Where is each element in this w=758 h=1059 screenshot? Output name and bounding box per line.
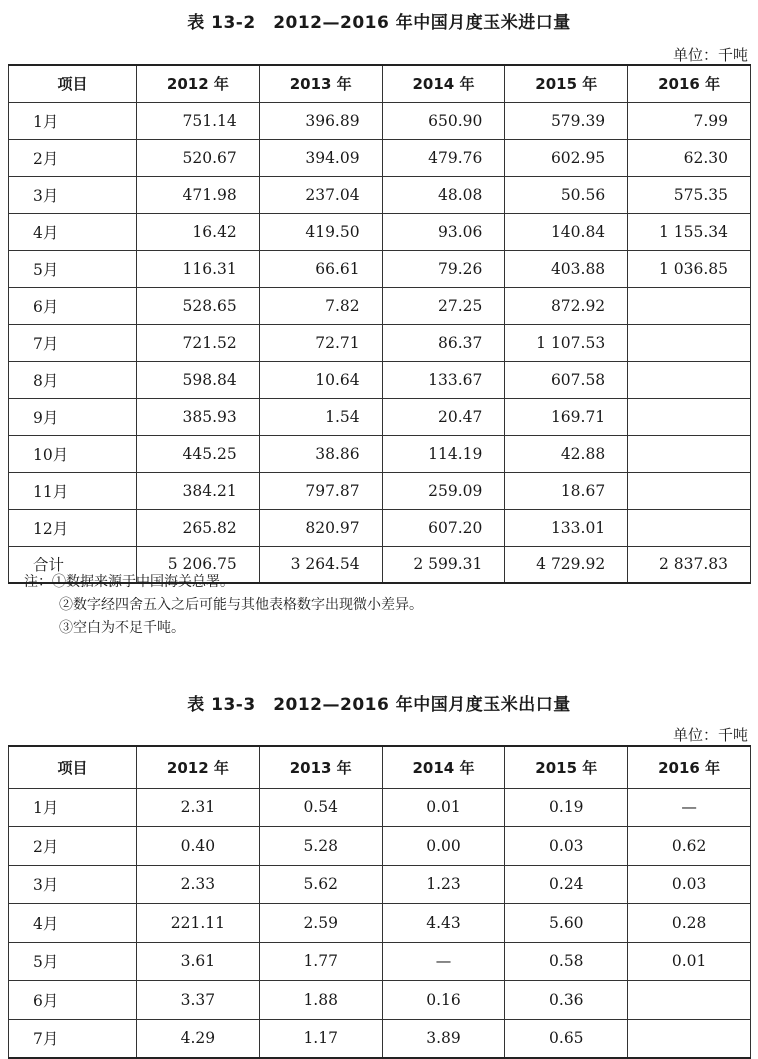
value-cell: 471.98	[137, 176, 260, 213]
value-cell: 4 729.92	[505, 546, 628, 583]
value-cell	[628, 472, 751, 509]
value-cell: 10.64	[259, 361, 382, 398]
value-cell: 79.26	[382, 250, 505, 287]
value-cell: 1.17	[259, 1019, 382, 1058]
column-header-year: 2014 年	[382, 65, 505, 102]
note-rounding: ②数字经四舍五入之后可能与其他表格数字出现微小差异。	[59, 597, 423, 613]
value-cell: 607.58	[505, 361, 628, 398]
value-cell: 3.37	[137, 981, 260, 1020]
column-header-year: 2015 年	[505, 65, 628, 102]
import-table-notes	[24, 571, 423, 640]
value-cell: 602.95	[505, 139, 628, 176]
value-cell: 1.54	[259, 398, 382, 435]
import-table-title: 表 13-2 2012—2016 年中国月度玉米进口量	[187, 13, 571, 33]
value-cell: 140.84	[505, 213, 628, 250]
value-cell	[628, 287, 751, 324]
value-cell: 1.23	[382, 865, 505, 904]
value-cell: 27.25	[382, 287, 505, 324]
value-cell: 385.93	[137, 398, 260, 435]
value-cell	[628, 509, 751, 546]
row-label-cell: 1月	[9, 788, 137, 827]
value-cell: 7.99	[628, 102, 751, 139]
column-header-year: 2013 年	[259, 65, 382, 102]
value-cell: 575.35	[628, 176, 751, 213]
row-label-cell: 6月	[9, 287, 137, 324]
row-label-cell: 5月	[9, 250, 137, 287]
table-row	[9, 250, 751, 287]
value-cell: 820.97	[259, 509, 382, 546]
value-cell: 403.88	[505, 250, 628, 287]
value-cell: 237.04	[259, 176, 382, 213]
row-label-cell: 11月	[9, 472, 137, 509]
value-cell: 0.36	[505, 981, 628, 1020]
table-row	[9, 287, 751, 324]
table-row	[9, 865, 751, 904]
row-label-cell: 2月	[9, 827, 137, 866]
column-header-year: 2013 年	[259, 746, 382, 788]
table-row	[9, 213, 751, 250]
value-cell: 221.11	[137, 904, 260, 943]
value-cell: 1 107.53	[505, 324, 628, 361]
value-cell: 520.67	[137, 139, 260, 176]
value-cell: 0.01	[628, 942, 751, 981]
value-cell: 1 036.85	[628, 250, 751, 287]
table-row	[9, 942, 751, 981]
table-row	[9, 1019, 751, 1058]
value-cell: 2 599.31	[382, 546, 505, 583]
row-label-cell: 2月	[9, 139, 137, 176]
row-label-cell: 6月	[9, 981, 137, 1020]
value-cell: 1.88	[259, 981, 382, 1020]
value-cell: 66.61	[259, 250, 382, 287]
row-label-cell: 9月	[9, 398, 137, 435]
column-header-year: 2015 年	[505, 746, 628, 788]
table-header-row	[9, 746, 751, 788]
value-cell	[628, 1019, 751, 1058]
value-cell: 528.65	[137, 287, 260, 324]
table-row	[9, 139, 751, 176]
value-cell: 259.09	[382, 472, 505, 509]
row-label-cell: 1月	[9, 102, 137, 139]
column-header-year: 2016 年	[628, 746, 751, 788]
value-cell: 751.14	[137, 102, 260, 139]
value-cell: 0.01	[382, 788, 505, 827]
value-cell: 265.82	[137, 509, 260, 546]
value-cell: 62.30	[628, 139, 751, 176]
value-cell	[628, 361, 751, 398]
value-cell: 38.86	[259, 435, 382, 472]
value-cell: 579.39	[505, 102, 628, 139]
import-table-unit: 单位：千吨	[672, 46, 748, 64]
value-cell: 0.00	[382, 827, 505, 866]
value-cell: 394.09	[259, 139, 382, 176]
table-row	[9, 981, 751, 1020]
column-header-item: 项目	[9, 65, 137, 102]
value-cell: 384.21	[137, 472, 260, 509]
value-cell: 116.31	[137, 250, 260, 287]
value-cell: 0.58	[505, 942, 628, 981]
table-row	[9, 102, 751, 139]
value-cell: 598.84	[137, 361, 260, 398]
table-row	[9, 788, 751, 827]
value-cell: 1.77	[259, 942, 382, 981]
value-cell: 1 155.34	[628, 213, 751, 250]
value-cell: 48.08	[382, 176, 505, 213]
value-cell: 607.20	[382, 509, 505, 546]
value-cell	[628, 324, 751, 361]
value-cell: —	[628, 788, 751, 827]
value-cell: 4.43	[382, 904, 505, 943]
value-cell: 50.56	[505, 176, 628, 213]
column-header-year: 2014 年	[382, 746, 505, 788]
value-cell: 86.37	[382, 324, 505, 361]
value-cell: 419.50	[259, 213, 382, 250]
table-row	[9, 176, 751, 213]
note-source: 注：①数据来源于中国海关总署。	[24, 574, 234, 590]
value-cell: 721.52	[137, 324, 260, 361]
value-cell: 650.90	[382, 102, 505, 139]
note-blank: ③空白为不足千吨。	[59, 620, 185, 636]
table-row	[9, 324, 751, 361]
value-cell: 0.03	[505, 827, 628, 866]
value-cell: 396.89	[259, 102, 382, 139]
value-cell: 3.61	[137, 942, 260, 981]
column-header-year: 2012 年	[137, 65, 260, 102]
row-label-cell: 4月	[9, 213, 137, 250]
value-cell: 5.28	[259, 827, 382, 866]
value-cell: 7.82	[259, 287, 382, 324]
value-cell: 0.62	[628, 827, 751, 866]
table-row	[9, 509, 751, 546]
value-cell: 5.60	[505, 904, 628, 943]
row-label-cell: 合计	[9, 546, 137, 583]
value-cell: 0.16	[382, 981, 505, 1020]
value-cell: 16.42	[137, 213, 260, 250]
value-cell: 0.28	[628, 904, 751, 943]
row-label-cell: 3月	[9, 176, 137, 213]
value-cell: 114.19	[382, 435, 505, 472]
row-label-cell: 10月	[9, 435, 137, 472]
row-label-cell: 12月	[9, 509, 137, 546]
value-cell: 5.62	[259, 865, 382, 904]
table-header-row	[9, 65, 751, 102]
value-cell: 18.67	[505, 472, 628, 509]
table-row	[9, 435, 751, 472]
value-cell: 133.67	[382, 361, 505, 398]
value-cell: 445.25	[137, 435, 260, 472]
column-header-year: 2012 年	[137, 746, 260, 788]
value-cell: 42.88	[505, 435, 628, 472]
export-table-title: 表 13-3 2012—2016 年中国月度玉米出口量	[187, 695, 571, 715]
import-table	[8, 64, 751, 584]
row-label-cell: 7月	[9, 1019, 137, 1058]
column-header-year: 2016 年	[628, 65, 751, 102]
export-table-unit: 单位：千吨	[672, 726, 748, 744]
value-cell: 872.92	[505, 287, 628, 324]
value-cell: 20.47	[382, 398, 505, 435]
value-cell	[628, 398, 751, 435]
row-label-cell: 4月	[9, 904, 137, 943]
table-row	[9, 361, 751, 398]
value-cell: 797.87	[259, 472, 382, 509]
column-header-item: 项目	[9, 746, 137, 788]
value-cell: 3.89	[382, 1019, 505, 1058]
value-cell: 0.03	[628, 865, 751, 904]
value-cell: 2 837.83	[628, 546, 751, 583]
value-cell: —	[382, 942, 505, 981]
value-cell: 479.76	[382, 139, 505, 176]
value-cell: 133.01	[505, 509, 628, 546]
value-cell: 72.71	[259, 324, 382, 361]
value-cell: 5 206.75	[137, 546, 260, 583]
row-label-cell: 7月	[9, 324, 137, 361]
value-cell: 0.24	[505, 865, 628, 904]
value-cell: 4.29	[137, 1019, 260, 1058]
value-cell: 169.71	[505, 398, 628, 435]
table-row	[9, 398, 751, 435]
table-row	[9, 472, 751, 509]
row-label-cell: 8月	[9, 361, 137, 398]
value-cell: 93.06	[382, 213, 505, 250]
value-cell: 3 264.54	[259, 546, 382, 583]
row-label-cell: 3月	[9, 865, 137, 904]
value-cell: 0.19	[505, 788, 628, 827]
table-row	[9, 827, 751, 866]
export-table	[8, 745, 751, 1059]
value-cell: 0.54	[259, 788, 382, 827]
row-label-cell: 5月	[9, 942, 137, 981]
table-row	[9, 904, 751, 943]
value-cell: 2.33	[137, 865, 260, 904]
value-cell: 0.65	[505, 1019, 628, 1058]
value-cell	[628, 435, 751, 472]
value-cell: 2.31	[137, 788, 260, 827]
value-cell: 2.59	[259, 904, 382, 943]
value-cell: 0.40	[137, 827, 260, 866]
value-cell	[628, 981, 751, 1020]
